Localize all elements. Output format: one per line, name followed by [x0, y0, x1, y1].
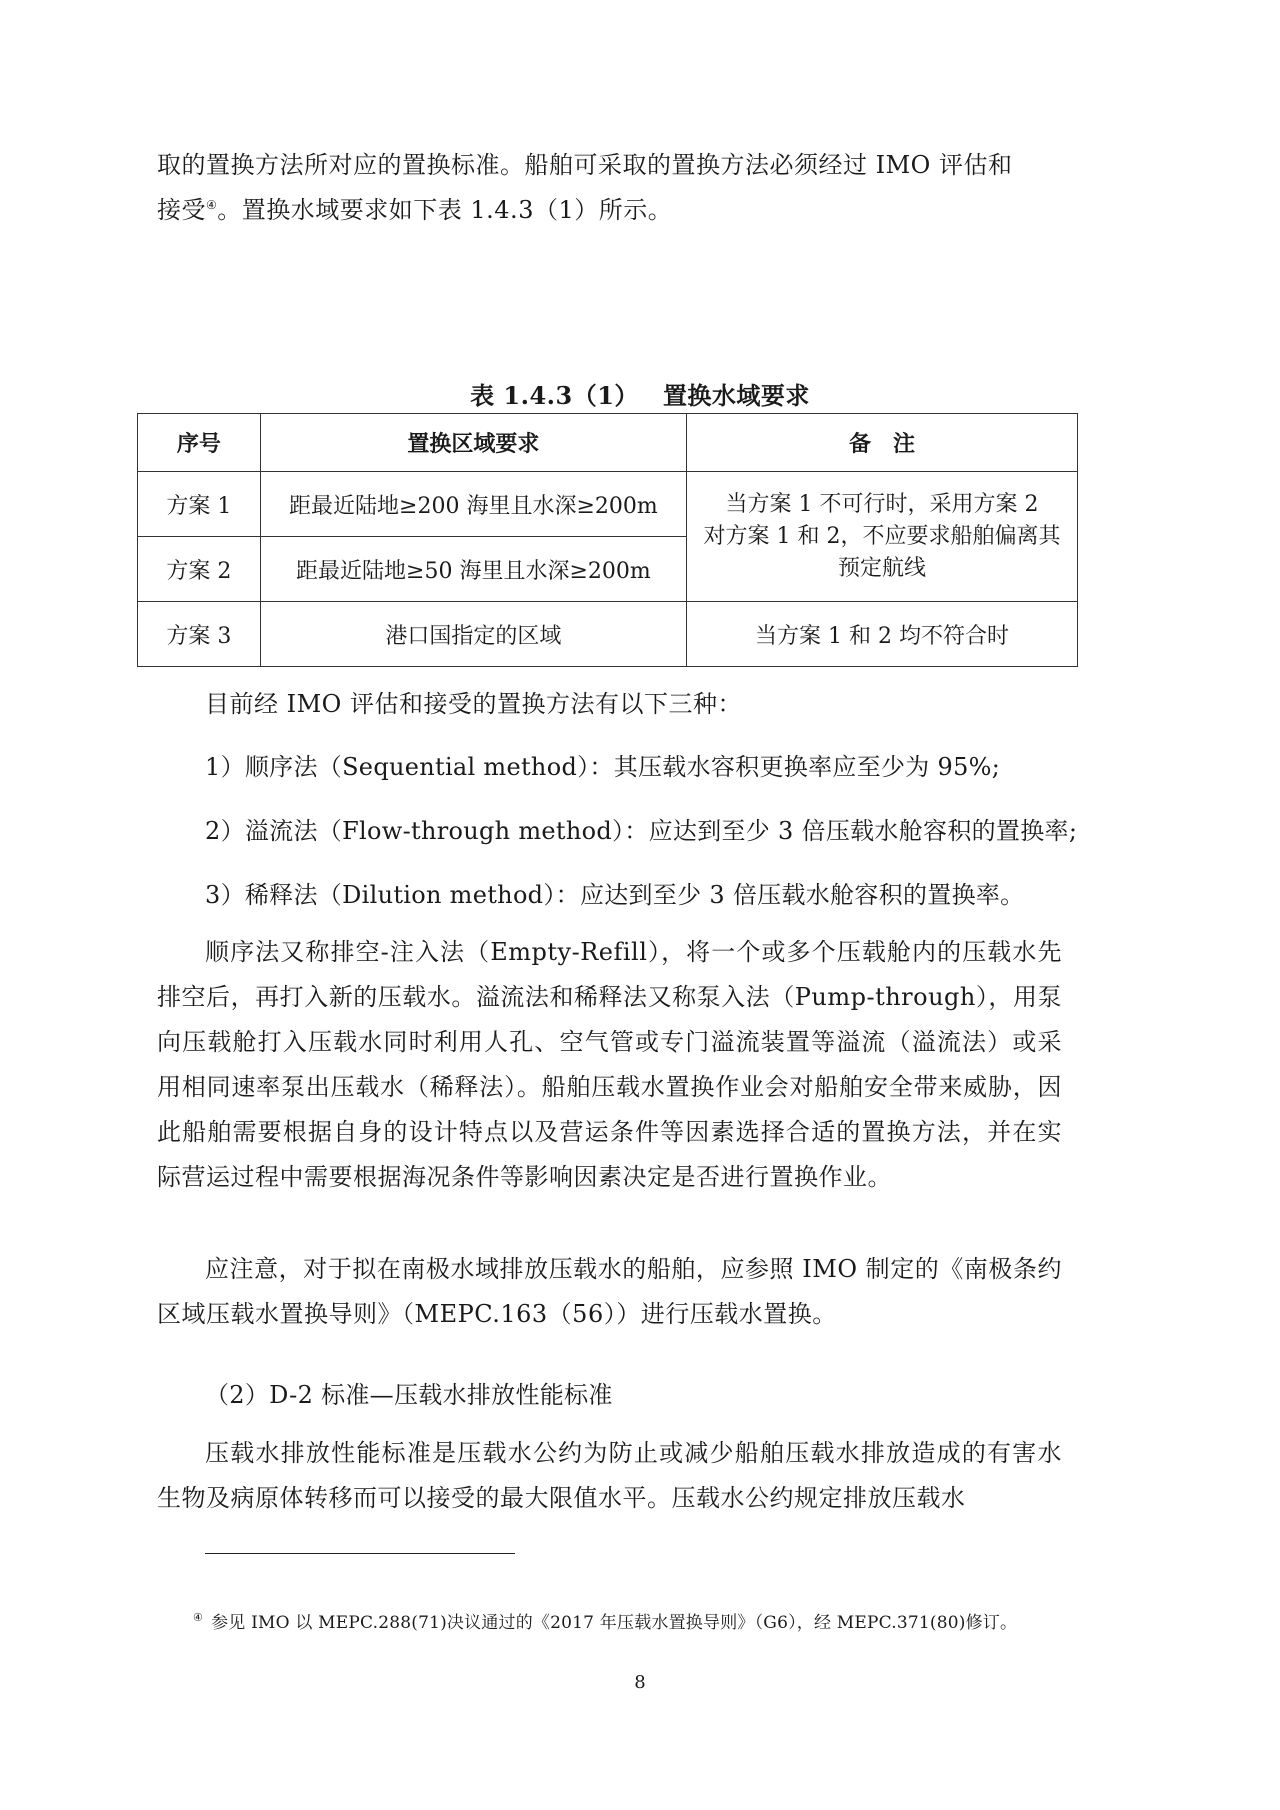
method-list-item-dilution: 3）稀释法（Dilution method）：应达到至少 3 倍压载水舱容积的置换率。 — [205, 881, 1025, 909]
intro-line-2b: 。置换水域要求如下表 1.4.3（1）所示。 — [217, 196, 673, 224]
table-caption-number: 表 1.4.3（1） — [470, 381, 639, 410]
note-line-2: 对方案 1 和 2，不应要求船舶偏离其 — [703, 523, 1061, 549]
method-list-item-flow-through: 2）溢流法（Flow-through method）：应达到至少 3 倍压载水舱容积的置换率; — [205, 817, 1078, 845]
table-row — [138, 602, 1078, 667]
methods-explanation-paragraph: 顺序法又称排空-注入法（Empty-Refill），将一个或多个压载舱内的压载水先排空后，再打入新的压载水。溢流法和稀释法又称泵入法（Pump-through），用泵向压载舱打入压载水同时利用人孔、空气管或专门溢流装置等溢流（溢流法）或采用相同速率泵出压载水（稀释法）。船舶压载水置换作业会对船舶安全带来威胁，因此船舶需要根据自身的设计特点以及营运条件等因素选择合适的置换方法，并在实际营运过程中需要根据海况条件等影响因素决定是否进行置换作业。 — [157, 938, 1062, 1191]
table-caption — [0, 376, 1280, 411]
row-1-id: 方案 1 — [138, 472, 261, 537]
method-list-item-sequential: 1）顺序法（Sequential method）：其压载水容积更换率应至少为 95%; — [205, 753, 1001, 781]
header-area-requirement: 置换区域要求 — [260, 414, 686, 472]
row-3-id: 方案 3 — [138, 602, 261, 667]
row-3-note: 当方案 1 和 2 均不符合时 — [686, 602, 1077, 667]
page-number: 8 — [634, 1672, 646, 1693]
table-row — [138, 472, 1078, 537]
row-2-area: 距最近陆地≥50 海里且水深≥200m — [260, 537, 686, 602]
rows-1-2-note — [686, 472, 1077, 602]
methods-intro-paragraph: 目前经 IMO 评估和接受的置换方法有以下三种： — [205, 690, 742, 718]
note-line-1: 当方案 1 不可行时，采用方案 2 — [725, 491, 1039, 517]
footnote-divider — [205, 1553, 515, 1554]
table-caption-title: 置换水域要求 — [662, 381, 810, 410]
d2-paragraph: 压载水排放性能标准是压载水公约为防止或减少船舶压载水排放造成的有害水生物及病原体转移而可以接受的最大限值水平。压载水公约规定排放压载水 — [157, 1439, 1062, 1512]
d2-section-heading: （2）D-2 标准—压载水排放性能标准 — [205, 1381, 613, 1409]
antarctic-paragraph: 应注意，对于拟在南极水域排放压载水的船舶，应参照 IMO 制定的《南极条约区域压载水置换导则》（MEPC.163（56））进行压载水置换。 — [157, 1255, 1062, 1328]
note-line-3: 预定航线 — [837, 555, 926, 581]
intro-paragraph — [157, 143, 1062, 233]
row-2-id: 方案 2 — [138, 537, 261, 602]
exchange-area-table — [137, 413, 1078, 667]
intro-line-2a: 接受 — [157, 196, 206, 224]
row-1-area: 距最近陆地≥200 海里且水深≥200m — [260, 472, 686, 537]
table-header-row — [138, 414, 1078, 472]
footnote — [193, 1608, 1017, 1633]
header-remarks: 备 注 — [686, 414, 1077, 472]
footnote-text: 参见 IMO 以 MEPC.288(71)决议通过的《2017 年压载水置换导则》（G6），经 MEPC.371(80)修订。 — [211, 1613, 1018, 1633]
row-3-area: 港口国指定的区域 — [260, 602, 686, 667]
header-sequence-no: 序号 — [138, 414, 261, 472]
footnote-mark: ④ — [193, 1611, 204, 1625]
footnote-ref-mark[interactable]: ④ — [206, 198, 218, 212]
intro-line-1: 取的置换方法所对应的置换标准。船舶可采取的置换方法必须经过 IMO 评估和 — [157, 151, 1013, 179]
